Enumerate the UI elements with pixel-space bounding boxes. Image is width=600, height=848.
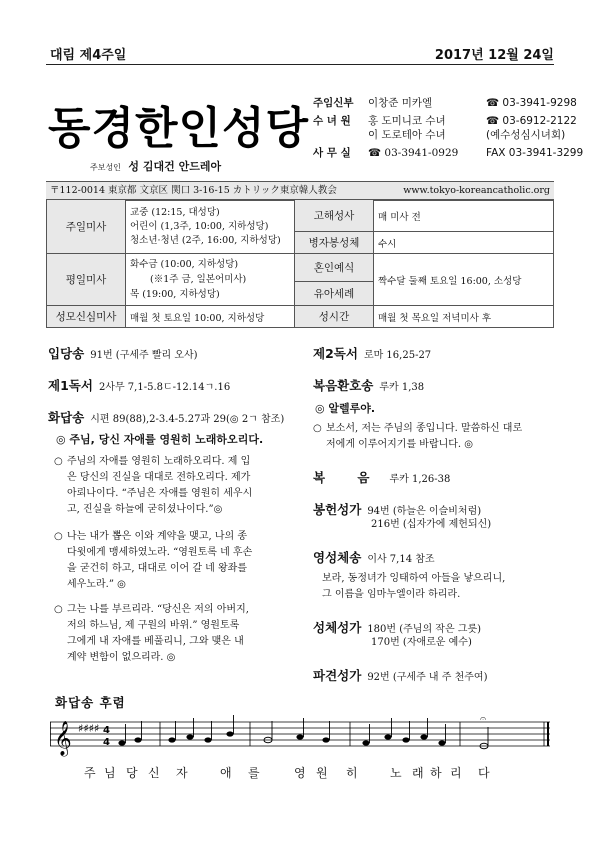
- verse-line: 세우노라.” ◎: [67, 579, 126, 590]
- note-icon: [420, 734, 427, 739]
- gospel-value: 루카 1,26-38: [389, 474, 451, 485]
- entrance-value: 91번 (구세주 빨리 오사): [90, 350, 198, 361]
- weekday-mass-label: 평일미사: [47, 254, 126, 306]
- postal-address: 〒112-0014 東京都 文京区 関口 3-16-15 カトリック東京韓人教会: [50, 185, 337, 196]
- note-icon: [134, 737, 141, 742]
- contact-convent: [313, 113, 577, 128]
- lyric-syllable: 님: [104, 766, 116, 780]
- note-icon: [296, 734, 303, 739]
- contact-convent-2: [313, 127, 565, 142]
- note-icon: [186, 734, 193, 739]
- psalm: [48, 408, 284, 426]
- marian-mass-label: 성모신심미사: [47, 306, 126, 328]
- contact-value: 홍 도미니코 수녀: [368, 115, 446, 127]
- verse-line: 보소서, 저는 주님의 종입니다. 말씀하신 대로: [326, 423, 523, 434]
- reading2-label: 제2독서: [313, 346, 358, 361]
- verse-line: 계약 변함이 없으리라. ◎: [67, 652, 176, 663]
- gospel-acc-value: 루카 1,38: [379, 382, 425, 393]
- sunday-line: 어린이 (1,3주, 10:00, 지하성당): [130, 220, 269, 232]
- contact-pastor: [313, 95, 577, 110]
- sunday-mass-label: 주일미사: [47, 200, 126, 254]
- antiphon-line: 보라, 동정녀가 잉태하여 아들을 낳으리니,: [322, 573, 506, 584]
- lyric-syllable: 주: [84, 766, 96, 780]
- verse-line: 그는 나를 부르리라. “당신은 저의 아버지,: [67, 604, 249, 615]
- second-reading: [313, 344, 431, 362]
- verse-line: 그에게 내 자애를 베풀리니, 그와 맺은 내: [67, 636, 244, 647]
- verse-line: 은 당신의 진실을 대대로 전하오리다. 제가: [67, 472, 251, 483]
- sunday-line: 교중 (12:15, 대성당): [130, 206, 220, 218]
- contact-label: 사 무 실: [313, 147, 351, 159]
- confession-label: 고해성사: [295, 200, 374, 232]
- recessional-hymn: [313, 666, 488, 684]
- lyric-syllable: 히: [346, 766, 358, 780]
- holy-hour-time: 매월 첫 목요일 저녁미사 후: [374, 306, 554, 328]
- recessional-value: 92번 (구세주 내 주 천주여): [367, 672, 488, 683]
- offertory-label: 봉헌성가: [313, 502, 362, 517]
- weekday-line: 화수금 (10:00, 지하성당): [130, 259, 239, 270]
- gospel-acc-label: 복음환호송: [313, 378, 374, 393]
- contact-label: 주임신부: [313, 97, 354, 109]
- liturgical-day: 대림 제4주일: [50, 48, 127, 63]
- communion-ant-label: 영성체송: [313, 550, 362, 565]
- verse-line: 을 굳건히 하고, 대대로 이어 갈 네 왕좌를: [67, 563, 247, 574]
- first-reading: [48, 376, 230, 394]
- offertory-hymn-2: 216번 (십자가에 제헌되신): [371, 519, 492, 530]
- note-icon: [384, 734, 391, 739]
- verse-line: 아뢰나이다. “주님은 자애를 영원히 세우시: [67, 488, 253, 499]
- verse-mark: ○: [313, 423, 322, 434]
- reading2-value: 로마 16,25-27: [363, 350, 432, 361]
- note-icon: [204, 737, 211, 742]
- communion-antiphon-text: [322, 571, 505, 603]
- weekday-line: 목 (19:00, 지하성당): [130, 289, 220, 300]
- note-icon: [168, 737, 175, 742]
- verse-mark: ○: [54, 604, 63, 615]
- verse-line: 저의 하느님, 제 구원의 바위.” 영원토록: [67, 620, 240, 631]
- sunday-mass-times: [126, 200, 295, 254]
- patron-saint: [90, 158, 221, 174]
- gospel-label: 복 음: [313, 470, 384, 485]
- antiphon-line: 그 이름을 임마누엘이라 하리라.: [322, 589, 461, 600]
- lyric-syllable: 를: [248, 766, 260, 780]
- header-rule: [46, 64, 554, 65]
- communion-label: 성체성가: [313, 620, 362, 635]
- lyric-syllable: 영: [294, 766, 306, 780]
- church-title: 동경한인성당: [48, 103, 310, 154]
- contact-value: ☎ 03-3941-0929: [368, 147, 459, 159]
- sunday-line: 청소년·청년 (2주, 16:00, 지하성당): [130, 234, 281, 246]
- recessional-label: 파견성가: [313, 668, 362, 683]
- wedding-label: 혼인예식: [295, 254, 374, 282]
- note-icon: [438, 740, 445, 745]
- contact-phone: (예수성심시녀회): [486, 129, 566, 141]
- lyric-syllable: 애: [220, 766, 232, 780]
- note-icon: [322, 737, 329, 742]
- lyric-syllable: 하: [430, 766, 442, 780]
- communion-ant-value: 이사 7,14 참조: [367, 554, 435, 565]
- note-icon: [118, 740, 125, 745]
- gospel-acclamation: [313, 376, 424, 394]
- fermata-icon: 𝄐: [480, 712, 487, 725]
- marian-mass-time: 매월 첫 토요일 10:00, 지하성당: [126, 306, 295, 328]
- contact-office: [313, 145, 583, 160]
- offertory-value: 94번 (하늘은 이슬비처럼): [367, 506, 482, 517]
- lyric-syllable: 원: [316, 766, 328, 780]
- treble-clef-icon: 𝄞: [54, 721, 72, 756]
- psalm-verse-2: [54, 529, 300, 593]
- bulletin-date: 2017년 12월 24일: [434, 48, 554, 63]
- refrain-title: 화답송 후렴: [55, 695, 126, 710]
- sick-communion-time: 수시: [374, 232, 554, 254]
- communion-hymn-2: 170번 (자애로운 예수): [371, 637, 472, 648]
- verse-line: 다윗에게 맹세하였노라. “영원토록 네 후손: [67, 547, 253, 558]
- psalm-response: ◎ 주님, 당신 자애를 영원히 노래하오리다.: [56, 433, 264, 446]
- weekday-mass-times: [126, 254, 295, 306]
- entrance-hymn: [48, 344, 198, 362]
- communion-antiphon: [313, 548, 435, 566]
- patron-prefix: 주보성인: [90, 163, 121, 172]
- mass-schedule-table: [46, 199, 554, 328]
- note-icon: [226, 731, 233, 736]
- confession-time: 매 미사 전: [374, 200, 554, 232]
- contact-value: 이창준 미카엘: [368, 97, 433, 109]
- time-signature-icon: 4: [103, 737, 110, 748]
- psalm-verse-1: [54, 454, 300, 518]
- gospel: [313, 468, 450, 486]
- key-signature-icon: ♯♯♯♯: [78, 722, 100, 735]
- lyric-syllable: 노: [390, 766, 402, 780]
- lyric-syllable: 리: [450, 766, 462, 780]
- verse-mark: ○: [54, 456, 63, 467]
- website-link[interactable]: www.tokyo-koreancatholic.org: [403, 185, 550, 196]
- verse-line: 고, 진실을 하늘에 굳히셨나이다.”◎: [67, 504, 223, 515]
- contact-phone: ☎ 03-6912-2122: [486, 115, 577, 127]
- time-signature-icon: 4: [103, 725, 110, 736]
- contact-value: 이 도로테아 수녀: [368, 129, 446, 141]
- verse-line: 나는 내가 뽑은 이와 계약을 맺고, 나의 종: [67, 531, 247, 542]
- entrance-label: 입당송: [48, 346, 85, 361]
- verse-mark: ○: [54, 531, 63, 542]
- lyric-syllable: 당: [126, 766, 138, 780]
- lyric-syllable: 래: [412, 766, 424, 780]
- lyric-syllable: 신: [148, 766, 160, 780]
- wedding-infant-time: 짝수달 둘째 토요일 16:00, 소성당: [374, 254, 554, 306]
- music-staff: [50, 712, 550, 762]
- reading1-value: 2사무 7,1-5.8ㄷ-12.14ㄱ.16: [98, 382, 231, 393]
- sick-communion-label: 병자봉성체: [295, 232, 374, 254]
- holy-hour-label: 성시간: [295, 306, 374, 328]
- offertory-hymn: [313, 500, 481, 518]
- note-stems: [126, 715, 489, 746]
- address-bar: [46, 181, 554, 201]
- acclamation-verse: [313, 421, 553, 453]
- psalm-value: 시편 89(88),2-3.4-5.27과 29(◎ 2ㄱ 참조): [90, 414, 285, 425]
- verse-line: 저에게 이루어지기를 바랍니다. ◎: [326, 439, 474, 450]
- verse-line: 주님의 자애를 영원히 노래하오리다. 제 입: [67, 456, 251, 467]
- reading1-label: 제1독서: [48, 378, 93, 393]
- lyric-syllable: 다: [478, 766, 490, 780]
- weekday-line: (※1주 금, 일본어미사): [150, 274, 247, 285]
- psalm-label: 화답송: [48, 410, 85, 425]
- psalm-verse-3: [54, 602, 300, 666]
- infant-baptism-label: 유아세례: [295, 282, 374, 306]
- contact-label: 수 녀 원: [313, 115, 351, 127]
- contact-phone: ☎ 03-3941-9298: [486, 97, 577, 109]
- alleluia: ◎ 알렐루야.: [315, 402, 376, 415]
- contact-fax: FAX 03-3941-3299: [486, 147, 584, 159]
- note-icon: [402, 737, 409, 742]
- note-icon: [362, 740, 369, 745]
- communion-value: 180번 (주님의 작은 그릇): [367, 624, 482, 635]
- communion-hymn: [313, 618, 481, 636]
- patron-name: 성 김대건 안드레아: [128, 160, 222, 173]
- lyric-syllable: 자: [176, 766, 188, 780]
